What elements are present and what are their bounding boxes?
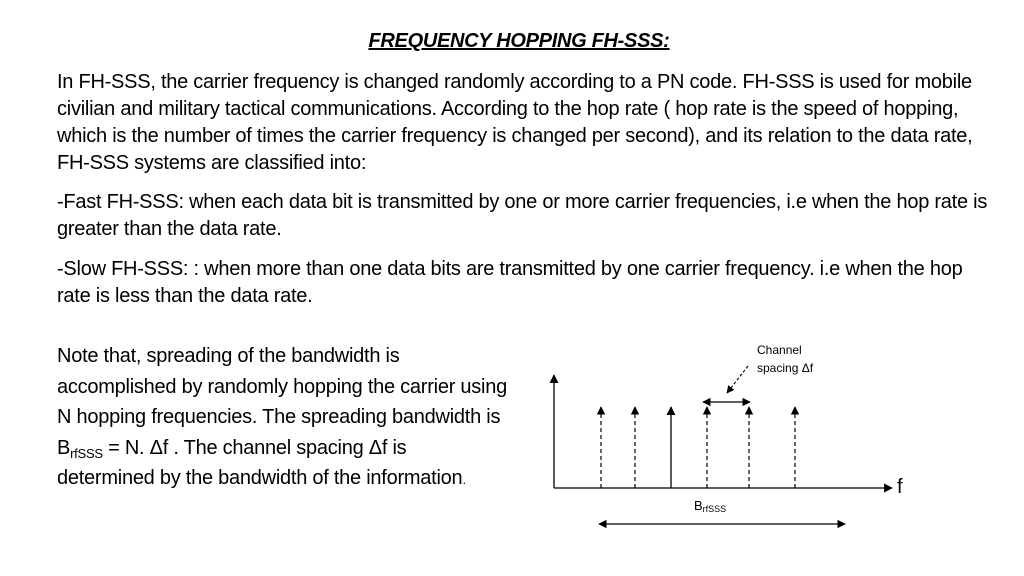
bandwidth-label-sub: rfSSS — [702, 504, 727, 514]
channel-spacing-label — [757, 341, 813, 377]
page-title: FREQUENCY HOPPING FH-SSS: — [368, 30, 670, 52]
channel-label-line1: Channel — [757, 343, 802, 357]
channel-label-pointer — [727, 366, 748, 393]
intro-paragraph: In FH-SSS, the carrier frequency is changed randomly according to a PN code. FH-SSS is used for mobile civilian and military tactical communications. According to the hop rate ( hop rate is the speed of hopping, which is the number of times the carrier frequency is changed per second), and its relation to the data rate, FH-SSS systems are classified into: — [57, 71, 973, 174]
note-text-end: = N. Δf . The channel spacing Δf is determined by the bandwidth of the information — [57, 436, 463, 489]
bandwidth-label — [694, 497, 726, 515]
note-text-start: Note that, spreading of the bandwidth is accomplished by randomly hopping the carrier using N hopping frequencies. The spreading bandwidth is B — [57, 345, 507, 459]
fast-fhsss-paragraph: -Fast FH-SSS: when each data bit is transmitted by one or more carrier frequencies, i.e when the hop rate is greater than the data rate. — [57, 191, 988, 240]
note-subscript: rfSSS — [70, 445, 103, 461]
channel-label-line2: spacing Δf — [757, 361, 814, 375]
slow-fhsss-paragraph: -Slow FH-SSS: : when more than one data bits are transmitted by one carrier frequency. i.e when the hop rate is less than the data rate. — [57, 258, 963, 307]
note-period: . — [462, 472, 466, 487]
bandwidth-label-main: B — [694, 498, 703, 513]
frequency-axis-label: f — [897, 476, 903, 498]
